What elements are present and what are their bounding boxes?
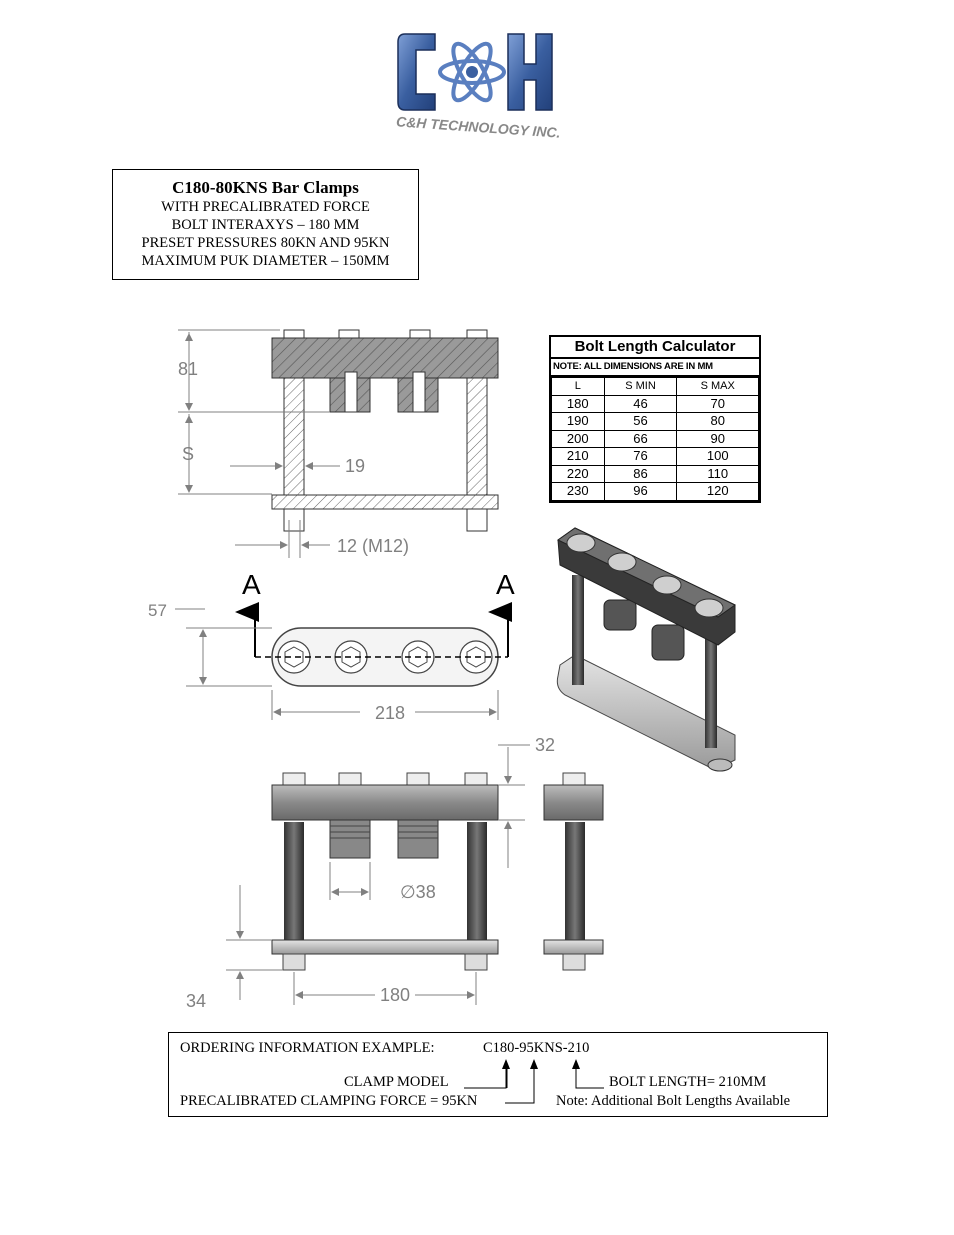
cell: 66	[604, 430, 677, 448]
top-view	[255, 612, 508, 686]
ordering-example: C180-95KNS-210	[483, 1040, 590, 1056]
spec-line: MAXIMUM PUK DIAMETER – 150MM	[141, 253, 390, 269]
cell: 56	[604, 413, 677, 431]
cell: 210	[552, 448, 605, 466]
header-l: L	[552, 378, 605, 396]
dim-12-m12: 12 (M12)	[337, 536, 410, 556]
dim-34: 34	[186, 991, 207, 1011]
cell: 120	[677, 483, 759, 501]
side-view	[544, 773, 603, 970]
bolt-length-calculator	[549, 335, 761, 503]
front-view	[272, 773, 498, 970]
table-row	[552, 395, 759, 413]
table-row	[552, 483, 759, 501]
dim-32: 32	[535, 735, 556, 755]
ordering-info-box	[168, 1032, 828, 1117]
dim-19: 19	[345, 456, 366, 476]
table-row	[552, 413, 759, 431]
cell: 180	[552, 395, 605, 413]
spec-line: BOLT INTERAXYS – 180 MM	[171, 217, 360, 233]
section-label-a-right: A	[496, 569, 515, 600]
section-label-a-left: A	[242, 569, 261, 600]
calculator-title: Bolt Length Calculator	[551, 337, 759, 359]
ordering-leader-lines	[169, 1033, 829, 1118]
bolt-length-label: BOLT LENGTH= 210MM	[609, 1074, 767, 1090]
cell: 76	[604, 448, 677, 466]
dim-57: 57	[148, 601, 167, 620]
table-header-row	[552, 378, 759, 396]
dim-180: 180	[380, 985, 411, 1005]
ordering-label: ORDERING INFORMATION EXAMPLE:	[180, 1040, 435, 1056]
cell: 70	[677, 395, 759, 413]
additional-lengths-note: Note: Additional Bolt Lengths Available	[556, 1093, 791, 1109]
cell: 200	[552, 430, 605, 448]
header-s-max: S MAX	[677, 378, 759, 396]
dim-218: 218	[375, 703, 406, 723]
calculator-note: NOTE: ALL DIMENSIONS ARE IN MM	[551, 359, 759, 377]
isometric-view	[557, 528, 735, 771]
spec-line: PRESET PRESSURES 80KN AND 95KN	[141, 235, 390, 251]
clamping-force-label: PRECALIBRATED CLAMPING FORCE = 95KN	[180, 1093, 478, 1109]
svg-text:C&H TECHNOLOGY INC.: C&H TECHNOLOGY INC.	[395, 113, 562, 141]
calculator-table	[551, 377, 759, 501]
cell: 86	[604, 465, 677, 483]
table-row	[552, 448, 759, 466]
header-s-min: S MIN	[604, 378, 677, 396]
section-view	[272, 330, 498, 531]
cell: 90	[677, 430, 759, 448]
cell: 96	[604, 483, 677, 501]
dim-diameter-38: ∅38	[400, 882, 436, 902]
product-title: C180-80KNS Bar Clamps	[172, 178, 359, 197]
cell: 190	[552, 413, 605, 431]
dim-81: 81	[178, 359, 199, 379]
cell: 46	[604, 395, 677, 413]
spec-line: WITH PRECALIBRATED FORCE	[161, 199, 370, 215]
dim-s: S	[182, 444, 195, 464]
cell: 100	[677, 448, 759, 466]
table-row	[552, 430, 759, 448]
cell: 230	[552, 483, 605, 501]
cell: 110	[677, 465, 759, 483]
cell: 80	[677, 413, 759, 431]
clamp-model-label: CLAMP MODEL	[344, 1074, 449, 1090]
table-row	[552, 465, 759, 483]
cell: 220	[552, 465, 605, 483]
